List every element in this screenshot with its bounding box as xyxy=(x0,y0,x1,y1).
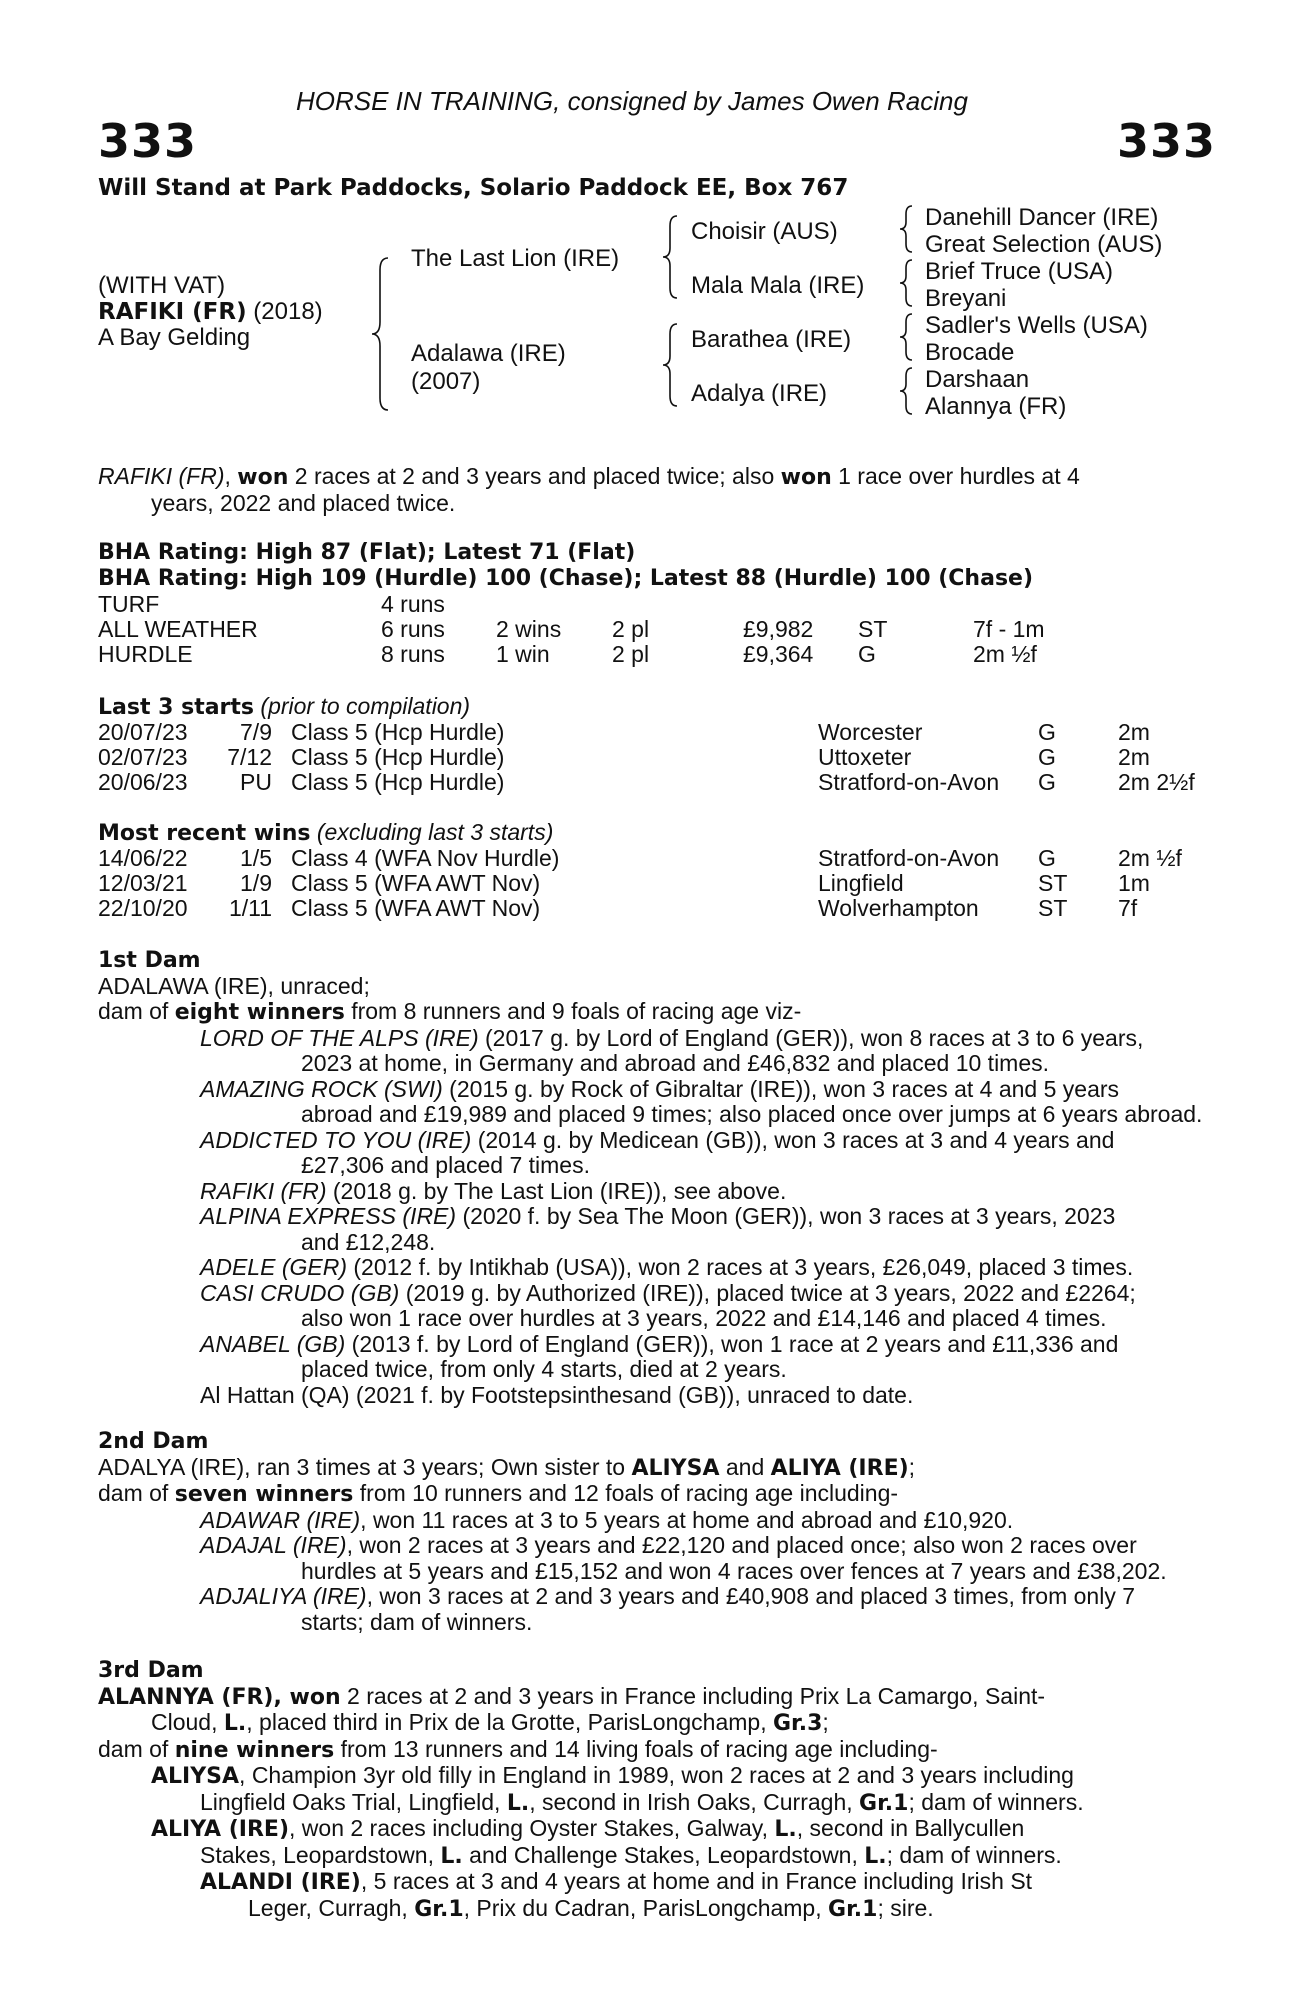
last3-row xyxy=(98,769,1204,794)
offspring-text: (2012 f. by Intikhab (USA)), won 2 races at 3 years, £26,049, placed 3 times. xyxy=(346,1254,1134,1280)
pedigree-brace-dam xyxy=(661,322,681,408)
offspring-text: , second in Ballycullen xyxy=(796,1815,1025,1841)
race-grade: L. xyxy=(864,1843,887,1869)
summary-won: won xyxy=(237,465,289,490)
race-distance: 7f xyxy=(1118,895,1138,921)
dam-relative: ALIYSA xyxy=(631,1455,720,1481)
pedigree-dam-year: (2007) xyxy=(411,368,481,395)
pedigree-brace-ss xyxy=(898,204,916,254)
offspring-text: , won 11 races at 3 to 5 years at home and abroad and £10,920. xyxy=(360,1506,1014,1533)
offspring-text: ; dam of winners. xyxy=(908,1788,1084,1815)
vat-note: (WITH VAT) xyxy=(98,272,226,299)
race-position: 1/9 xyxy=(240,870,272,896)
record-runs: 8 runs xyxy=(381,641,445,667)
offspring-text: hurdles at 5 years and £15,152 and won 4 races over fences at 7 years and £38,202. xyxy=(301,1557,1167,1584)
race-class: Class 5 (WFA AWT Nov) xyxy=(291,870,541,896)
third-dam-heading: 3rd Dam xyxy=(98,1658,204,1683)
offspring-text: and £12,248. xyxy=(301,1228,436,1255)
summary-won: won xyxy=(780,465,832,490)
race-distance: 2m xyxy=(1118,744,1150,770)
horse-heading xyxy=(98,298,323,326)
record-prize: £9,982 xyxy=(743,616,814,642)
last3-heading xyxy=(98,694,470,721)
offspring-name: ADELE (GER) xyxy=(200,1254,347,1280)
second-dam-section xyxy=(98,1429,1204,1635)
offspring-text: 2023 at home, in Germany and abroad and £46,832 and placed 10 times. xyxy=(301,1050,1050,1076)
horse-name: RAFIKI (FR) xyxy=(98,299,247,325)
race-class: Class 5 (Hcp Hurdle) xyxy=(291,744,505,770)
offspring-text: abroad and £19,989 and placed 9 times; also placed once over jumps at 6 years abroad. xyxy=(301,1101,1203,1127)
race-date: 20/07/23 xyxy=(98,719,188,745)
offspring-text: also won 1 race over hurdles at 3 years, 2022 and £14,146 and placed 4 times. xyxy=(301,1305,1107,1331)
race-date: 02/07/23 xyxy=(98,744,188,770)
race-date: 12/03/21 xyxy=(98,870,188,896)
dam-text: Cloud, xyxy=(151,1709,224,1735)
pedigree-dam-sire: Barathea (IRE) xyxy=(691,326,852,353)
pedigree-sire-sire: Choisir (AUS) xyxy=(691,218,838,245)
third-dam-section xyxy=(98,1658,1204,1922)
offspring-name: ALIYA (IRE) xyxy=(151,1817,290,1842)
offspring-name: ADDICTED TO YOU (IRE) xyxy=(200,1126,472,1153)
race-going: G xyxy=(1038,744,1056,770)
race-position: 1/5 xyxy=(240,845,272,871)
race-going: ST xyxy=(1038,870,1068,896)
record-going: ST xyxy=(858,616,888,642)
offspring-text: , won 2 races including Oyster Stakes, Galway, xyxy=(289,1815,775,1841)
offspring-name: LORD OF THE ALPS (IRE) xyxy=(200,1024,479,1051)
last3-row xyxy=(98,744,1204,769)
offspring-name: ALANDI (IRE) xyxy=(200,1870,361,1895)
race-course: Stratford-on-Avon xyxy=(818,769,1000,795)
pedigree-ssd: Great Selection (AUS) xyxy=(925,231,1163,258)
dam-text: ; xyxy=(822,1709,829,1735)
last3-note: (prior to compilation) xyxy=(254,693,471,719)
pedigree-ddd: Alannya (FR) xyxy=(925,393,1067,420)
record-runs: 6 runs xyxy=(381,616,445,642)
race-grade: L. xyxy=(774,1817,797,1842)
pedigree-dds: Darshaan xyxy=(925,366,1030,393)
race-course: Stratford-on-Avon xyxy=(818,845,1000,871)
race-class: Class 5 (WFA AWT Nov) xyxy=(291,895,541,921)
dam-won: won xyxy=(289,1684,341,1710)
last3-title: Last 3 starts xyxy=(98,695,255,720)
race-grade: Gr.1 xyxy=(414,1896,464,1922)
offspring-text: , second in Irish Oaks, Curragh, xyxy=(529,1788,860,1815)
race-distance: 1m xyxy=(1118,870,1150,896)
race-going: G xyxy=(1038,845,1056,871)
offspring-text: , 5 races at 3 and 4 years at home and in France including Irish St xyxy=(360,1868,1033,1894)
dam-winners: nine winners xyxy=(174,1737,335,1763)
offspring-text: ; sire. xyxy=(877,1894,934,1921)
dam-text: dam of xyxy=(98,1735,175,1762)
offspring-text: , Champion 3yr old filly in England in 1989, won 2 races at 2 and 3 years including xyxy=(239,1762,1074,1788)
race-date: 20/06/23 xyxy=(98,769,188,795)
summary-line: years, 2022 and placed twice. xyxy=(151,489,456,516)
race-class: Class 4 (WFA Nov Hurdle) xyxy=(291,845,560,871)
race-position: 1/11 xyxy=(228,895,272,921)
record-surface: ALL WEATHER xyxy=(98,616,258,642)
race-date: 22/10/20 xyxy=(98,895,188,921)
race-course: Worcester xyxy=(818,719,923,745)
record-placed: 2 pl xyxy=(612,616,650,642)
offspring-text: Lingfield Oaks Trial, Lingfield, xyxy=(200,1788,507,1815)
bha-rating-jumps: BHA Rating: High 109 (Hurdle) 100 (Chase); Latest 88 (Hurdle) 100 (Chase) xyxy=(98,566,1034,591)
race-grade: Gr.1 xyxy=(828,1896,878,1922)
record-prize: £9,364 xyxy=(743,641,814,667)
pedigree-dss: Sadler's Wells (USA) xyxy=(925,312,1148,339)
race-class: Class 5 (Hcp Hurdle) xyxy=(291,769,505,795)
recent-win-row xyxy=(98,870,1204,895)
pedigree-sdd: Breyani xyxy=(925,285,1007,312)
racing-summary xyxy=(98,464,1204,516)
offspring-text: Al Hattan (QA) (2021 f. by Footstepsinthesand (GB)), unraced to date. xyxy=(200,1381,914,1408)
dam-text: from 8 runners and 9 foals of racing age viz- xyxy=(344,998,802,1024)
offspring-text: , won 2 races at 3 years and £22,120 and placed once; also won 2 races over xyxy=(346,1532,1137,1558)
record-distance: 2m ½f xyxy=(973,641,1037,667)
race-distance: 2m xyxy=(1118,719,1150,745)
race-course: Wolverhampton xyxy=(818,895,979,921)
pedigree-brace-dd xyxy=(898,366,916,416)
record-surface: HURDLE xyxy=(98,641,193,667)
last3-row xyxy=(98,719,1204,744)
first-dam-line: ADALAWA (IRE), unraced; xyxy=(98,972,370,999)
first-dam-section xyxy=(98,948,1204,1408)
offspring-text: and Challenge Stakes, Leopardstown, xyxy=(462,1841,865,1868)
offspring-text: starts; dam of winners. xyxy=(301,1608,533,1635)
bha-rating-flat: BHA Rating: High 87 (Flat); Latest 71 (Flat) xyxy=(98,540,636,565)
record-going: G xyxy=(858,641,876,667)
race-position: 7/12 xyxy=(227,744,272,770)
summary-text: 2 races at 2 and 3 years and placed twice; also xyxy=(288,463,781,489)
race-course: Lingfield xyxy=(818,870,904,896)
summary-horse: RAFIKI (FR) xyxy=(98,463,225,489)
stand-location: Will Stand at Park Paddocks, Solario Paddock EE, Box 767 xyxy=(98,175,849,201)
offspring-text: placed twice, from only 4 starts, died at 2 years. xyxy=(301,1356,787,1382)
race-grade: L. xyxy=(506,1790,530,1816)
recent-win-row xyxy=(98,845,1204,870)
race-grade: L. xyxy=(440,1843,463,1869)
second-dam-heading: 2nd Dam xyxy=(98,1429,209,1454)
race-going: G xyxy=(1038,769,1056,795)
dam-winners: seven winners xyxy=(174,1482,354,1507)
pedigree-brace-sire xyxy=(661,214,681,300)
record-runs: 4 runs xyxy=(381,591,445,617)
race-grade: L. xyxy=(223,1711,247,1736)
offspring-text: (2019 g. by Authorized (IRE)), placed twice at 3 years, 2022 and £2264; xyxy=(399,1279,1136,1306)
recent-wins-title: Most recent wins xyxy=(98,821,311,846)
race-going: G xyxy=(1038,719,1056,745)
lot-number-left: 333 xyxy=(98,114,198,168)
pedigree-brace-ds xyxy=(898,312,916,362)
offspring-text: Stakes, Leopardstown, xyxy=(200,1841,441,1868)
horse-year: (2018) xyxy=(246,298,323,325)
dam-text: dam of xyxy=(98,1480,175,1506)
race-distance: 2m 2½f xyxy=(1118,769,1195,795)
offspring-text: (2015 g. by Rock of Gibraltar (IRE)), won 3 races at 4 and 5 years xyxy=(442,1075,1120,1102)
record-distance: 7f - 1m xyxy=(973,616,1045,642)
horse-description: A Bay Gelding xyxy=(98,324,251,351)
race-distance: 2m ½f xyxy=(1118,845,1182,871)
race-grade: Gr.3 xyxy=(772,1711,823,1736)
dam-text: , placed third in Prix de la Grotte, ParisLongchamp, xyxy=(246,1709,773,1735)
pedigree-sds: Brief Truce (USA) xyxy=(925,258,1114,285)
lot-number-right: 333 xyxy=(1117,114,1217,168)
dam-text: ADALYA (IRE), ran 3 times at 3 years; Own sister to xyxy=(98,1453,632,1480)
pedigree-dam: Adalawa (IRE) xyxy=(411,340,566,367)
offspring-name: ALIYSA xyxy=(151,1764,240,1789)
record-row xyxy=(98,591,1204,616)
offspring-text: £27,306 and placed 7 times. xyxy=(301,1152,590,1178)
offspring-text: , won 3 races at 2 and 3 years and £40,908 and placed 3 times, from only 7 xyxy=(366,1583,1136,1609)
offspring-text: ; dam of winners. xyxy=(886,1841,1062,1868)
pedigree-dam-dam: Adalya (IRE) xyxy=(691,380,828,407)
offspring-text: Leger, Curragh, xyxy=(248,1894,415,1921)
race-grade: Gr.1 xyxy=(859,1790,909,1816)
dam-text: from 10 runners and 12 foals of racing age including- xyxy=(353,1480,899,1506)
record-wins: 1 win xyxy=(496,641,550,667)
pedigree-dsd: Brocade xyxy=(925,339,1015,366)
race-position: 7/9 xyxy=(240,719,272,745)
offspring-name: ADJALIYA (IRE) xyxy=(200,1583,367,1609)
dam-text: dam of xyxy=(98,998,175,1024)
race-class: Class 5 (Hcp Hurdle) xyxy=(291,719,505,745)
recent-wins-heading xyxy=(98,820,553,847)
offspring-name: AMAZING ROCK (SWI) xyxy=(200,1075,443,1102)
record-surface: TURF xyxy=(98,591,160,617)
offspring-name: ANABEL (GB) xyxy=(200,1330,346,1357)
dam-text: , xyxy=(273,1684,290,1710)
dam-winners: eight winners xyxy=(174,1000,345,1025)
offspring-text: (2020 f. by Sea The Moon (GER)), won 3 races at 3 years, 2023 xyxy=(456,1203,1116,1229)
offspring-text: (2017 g. by Lord of England (GER)), won 8 races at 3 to 6 years, xyxy=(478,1024,1144,1051)
record-row xyxy=(98,616,1204,641)
offspring-text: (2013 f. by Lord of England (GER)), won 1 race at 2 years and £11,336 and xyxy=(345,1330,1119,1357)
dam-text: 2 races at 2 and 3 years in France including Prix La Camargo, Saint- xyxy=(340,1682,1046,1709)
pedigree-brace-gen1 xyxy=(370,256,394,412)
dam-relative: ALIYA (IRE) xyxy=(770,1455,909,1481)
pedigree-sss: Danehill Dancer (IRE) xyxy=(925,204,1159,231)
dam-text: ; xyxy=(908,1453,916,1480)
record-wins: 2 wins xyxy=(496,616,562,642)
first-dam-heading: 1st Dam xyxy=(98,948,201,973)
offspring-text: (2018 g. by The Last Lion (IRE)), see above. xyxy=(326,1177,787,1204)
offspring-text: , Prix du Cadran, ParisLongchamp, xyxy=(463,1894,829,1921)
offspring-name: ADAJAL (IRE) xyxy=(200,1532,347,1558)
offspring-name: ADAWAR (IRE) xyxy=(200,1506,361,1533)
page-header: HORSE IN TRAINING, consigned by James Owen Racing xyxy=(296,86,968,116)
offspring-name: CASI CRUDO (GB) xyxy=(200,1279,400,1306)
summary-text: 1 race over hurdles at 4 xyxy=(831,463,1080,489)
record-placed: 2 pl xyxy=(612,641,650,667)
offspring-name: RAFIKI (FR) xyxy=(200,1177,327,1204)
dam-text: from 13 runners and 14 living foals of racing age including- xyxy=(334,1735,938,1762)
pedigree-sire-dam: Mala Mala (IRE) xyxy=(691,272,865,299)
offspring-text: (2014 g. by Medicean (GB)), won 3 races at 3 and 4 years and xyxy=(471,1126,1115,1153)
race-date: 14/06/22 xyxy=(98,845,188,871)
race-position: PU xyxy=(240,769,272,795)
race-course: Uttoxeter xyxy=(818,744,912,770)
summary-text: , xyxy=(224,463,238,489)
recent-win-row xyxy=(98,895,1204,920)
race-going: ST xyxy=(1038,895,1068,921)
offspring-name: ALPINA EXPRESS (IRE) xyxy=(200,1203,457,1229)
record-row xyxy=(98,641,1204,666)
dam-text: and xyxy=(719,1453,771,1480)
pedigree-sire: The Last Lion (IRE) xyxy=(411,245,620,272)
dam-name: ALANNYA (FR) xyxy=(98,1684,274,1710)
recent-wins-note: (excluding last 3 starts) xyxy=(310,819,554,845)
pedigree-brace-sd xyxy=(898,258,916,308)
